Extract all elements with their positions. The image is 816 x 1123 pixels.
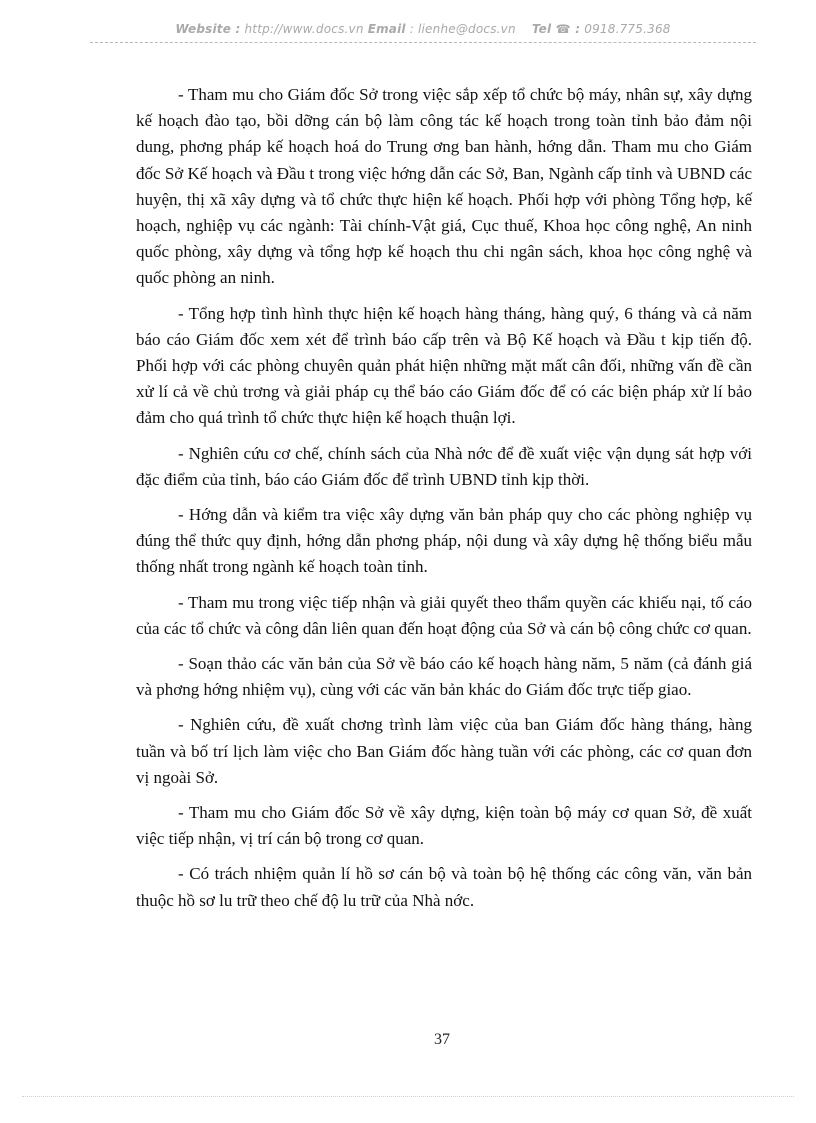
paragraph: - Hớng dẫn và kiểm tra việc xây dựng văn bản pháp quy cho các phòng nghiệp vụ đúng thể thức quy định, hớng dẫn phơng pháp, nội dung và xây dựng hệ thống biểu mẫu thống nhất trong ngành kế hoạch toàn tỉnh. [136, 505, 752, 577]
paragraph: - Tham mu cho Giám đốc Sở trong việc sắp xếp tổ chức bộ máy, nhân sự, xây dựng kế hoạch đào tạo, bồi dỡng cán bộ làm công tác kế hoạch trong toàn tỉnh bảo đảm nội dung, phơng pháp kế hoạch hoá do Trung ơng ban hành, hớng dẫn. Tham mu cho Giám đốc Sở Kế hoạch và Đầu t trong việc hớng dẫn các Sở, Ban, Ngành cấp tỉnh và UBND các huyện, thị xã xây dựng và tổ chức thực hiện kế hoạch. Phối hợp với phòng Tổng hợp, kế hoạch, nghiệp vụ các ngành: Tài chính-Vật giá, Cục thuế, Khoa học công nghệ, An ninh quốc phòng, xây dựng và tổng hợp kế hoạch thu chi ngân sách, khoa học công nghệ và quốc phòng an ninh. [136, 85, 752, 288]
website-label: Website : [175, 22, 241, 36]
paragraph: - Soạn thảo các văn bản của Sở về báo cáo kế hoạch hàng năm, 5 năm (cả đánh giá và phơng hớng nhiệm vụ), cùng với các văn bản khác do Giám đốc trực tiếp giao. [136, 654, 752, 700]
tel-label: Tel ☎ : [531, 22, 581, 36]
paragraph: - Tham mu cho Giám đốc Sở về xây dựng, kiện toàn bộ máy cơ quan Sở, đề xuất việc tiếp nhận, vị trí cán bộ trong cơ quan. [136, 803, 752, 849]
email-label: Email [367, 22, 406, 36]
footer-divider [22, 1096, 794, 1097]
paragraph: - Nghiên cứu cơ chế, chính sách của Nhà nớc để đề xuất việc vận dụng sát hợp với đặc điểm của tỉnh, báo cáo Giám đốc để trình UBND tỉnh kịp thời. [136, 443, 752, 489]
page-header [90, 22, 756, 36]
tel-value: 0918.775.368 [584, 22, 671, 36]
website-link[interactable]: http://www.docs.vn [244, 22, 364, 36]
header-divider [90, 42, 756, 43]
paragraph: - Nghiên cứu, đề xuất chơng trình làm việc của ban Giám đốc hàng tháng, hàng tuần và bố trí lịch làm việc cho Ban Giám đốc hàng tuần với các phòng, các cơ quan đơn vị ngoài Sở. [136, 715, 752, 787]
page-number: 37 [434, 1031, 450, 1048]
paragraph: - Có trách nhiệm quản lí hồ sơ cán bộ và toàn bộ hệ thống các công văn, văn bản thuộc hồ sơ lu trữ theo chế độ lu trữ của Nhà nớc. [136, 864, 752, 910]
email-link[interactable]: : lienhe@docs.vn [409, 22, 516, 36]
paragraph: - Tham mu trong việc tiếp nhận và giải quyết theo thẩm quyền các khiếu nại, tố cáo của các tổ chức và công dân liên quan đến hoạt động của Sở và cán bộ công chức cơ quan. [136, 592, 752, 638]
paragraph: - Tổng hợp tình hình thực hiện kế hoạch hàng tháng, hàng quý, 6 tháng và cả năm báo cáo Giám đốc xem xét để trình báo cấp trên và Bộ Kế hoạch và Đầu t kịp tiến độ. Phối hợp với các phòng chuyên quản phát hiện những mặt mất cân đối, những vấn đề cần xử lí cả về chủ trơng và giải pháp cụ thể báo cáo Giám đốc để có các biện pháp xử lí bảo đảm cho quá trình tổ chức thực hiện kế hoạch thuận lợi. [136, 303, 752, 428]
document-body [136, 82, 752, 923]
